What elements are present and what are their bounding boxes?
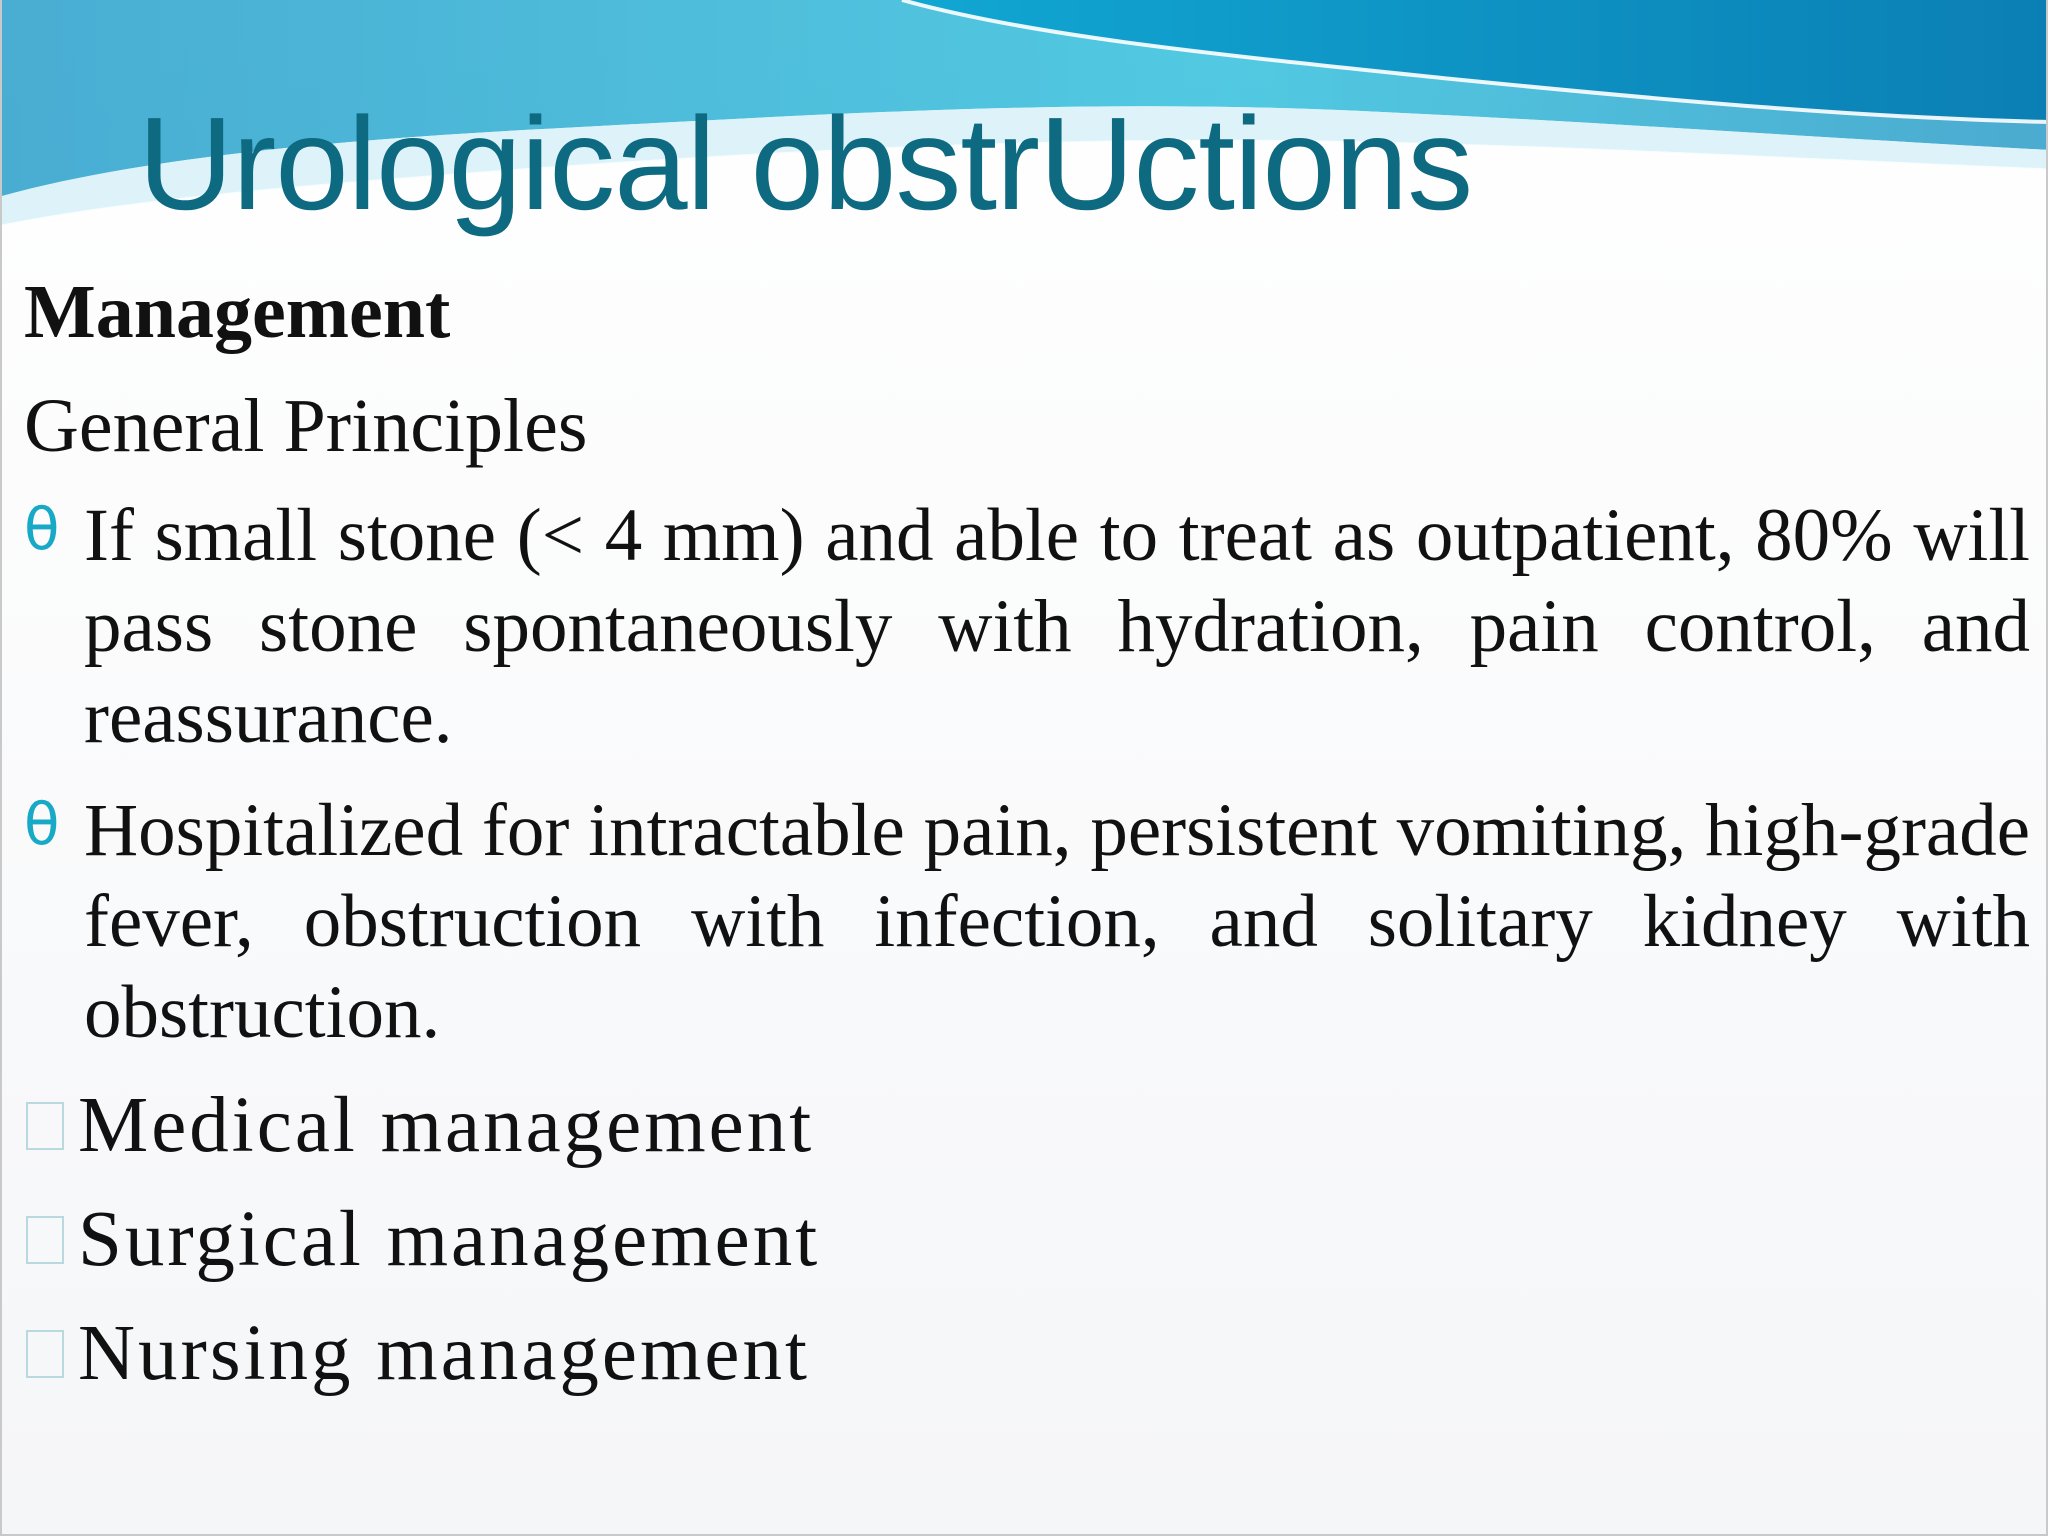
bullet-hospitalized	[24, 785, 2030, 1058]
checkbox-square-icon	[26, 1216, 64, 1264]
surgical-management-label: Surgical management	[78, 1196, 821, 1283]
slide-body	[24, 268, 2030, 1422]
bullet-hospitalized-text: Hospitalized for intractable pain, persistent vomiting, high-grade fever, obstruction with infection, and solitary kidney with obstruction.	[84, 789, 2030, 1054]
management-heading: Management	[24, 270, 451, 354]
bullet-outpatient-text: If small stone (< 4 mm) and able to treat as outpatient, 80% will pass stone spontaneously with hydration, pain control, and reassurance.	[84, 494, 2030, 759]
nursing-management-label: Nursing management	[78, 1310, 810, 1397]
bullet-outpatient	[24, 490, 2030, 763]
surgical-management-item	[24, 1194, 2030, 1286]
checkbox-square-icon	[26, 1102, 64, 1150]
medical-management-label: Medical management	[78, 1082, 815, 1169]
slide-title: Urological obstrUctions	[138, 90, 1473, 237]
general-principles-subheading: General Principles	[24, 384, 588, 468]
nursing-management-item	[24, 1308, 2030, 1400]
checkbox-square-icon	[26, 1330, 64, 1378]
theta-bullet-icon: θ	[24, 790, 60, 858]
medical-management-item	[24, 1080, 2030, 1172]
theta-bullet-icon: θ	[24, 495, 60, 563]
